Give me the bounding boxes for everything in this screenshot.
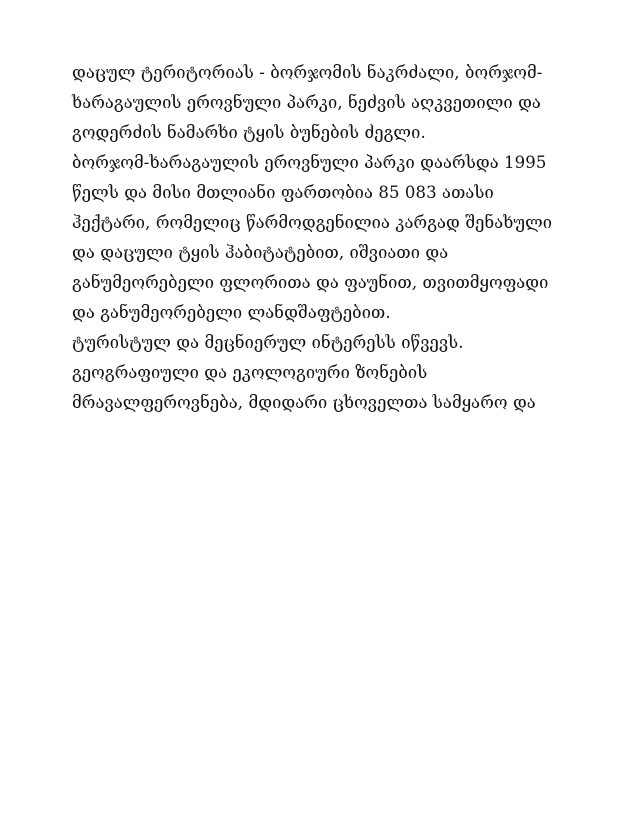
text-line: ჰექტარი, რომელიც წარმოდგენილია კარგად შენახული — [72, 213, 553, 232]
text-line: განუმეორებელი ფლორითა და ფაუნით, თვითმყოფადი — [72, 273, 549, 292]
text-line: და დაცული ტყის ჰაბიტატებით, იშვიათი და — [72, 243, 449, 262]
text-line: ხარაგაულის ეროვნული პარკი, ნეძვის აღკვეთილი და — [72, 93, 541, 112]
text-line: მრავალფეროვნება, მდიდარი ცხოველთა სამყარო და — [72, 393, 536, 412]
text-line: ტურისტულ და მეცნიერულ ინტერესს იწვევს. — [72, 333, 464, 352]
text-line: და განუმეორებელი ლანდშაფტებით. — [72, 303, 391, 322]
text-line: წელს და მისი მთლიანი ფართობია 85 083 ათასი — [72, 183, 494, 202]
text-line: გოდერძის ნამარხი ტყის ბუნების ძეგლი. — [72, 123, 426, 142]
text-line: ბორჯომ-ხარაგაულის ეროვნული პარკი დაარსდა 1995 — [72, 153, 547, 172]
text-line: გეოგრაფიული და ეკოლოგიური ზონების — [72, 363, 428, 382]
text-line: დაცულ ტერიტორიას - ბორჯომის ნაკრძალი, ბორჯომ- — [72, 63, 543, 82]
body-text — [72, 58, 572, 418]
